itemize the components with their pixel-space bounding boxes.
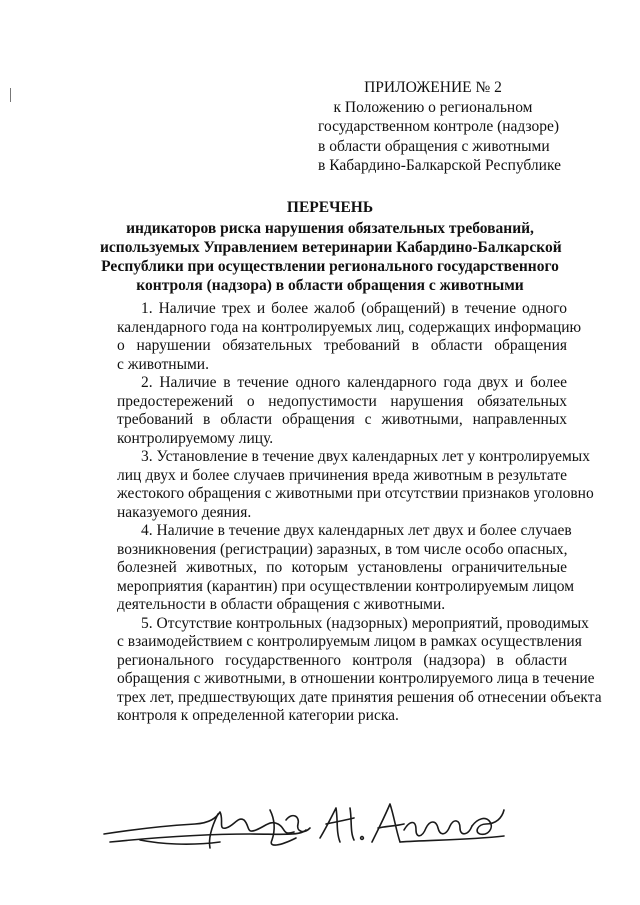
margin-mark xyxy=(10,88,11,102)
text-line: контроля к определенной категории риска. xyxy=(117,707,399,724)
list-item xyxy=(117,300,582,374)
text-line: с животными. xyxy=(117,355,209,373)
text-line: наказуемого деяния. xyxy=(117,503,252,521)
signature-stroke xyxy=(404,821,472,836)
text-line: трех лет, предшествующих дате принятия решения об отнесении объекта xyxy=(117,688,602,706)
title-line: индикаторов риска нарушения обязательных требований, xyxy=(126,220,534,237)
text-line: мероприятия (карантин) при осуществлении контролируемым лицом xyxy=(117,577,575,595)
text-line: деятельности в области обращения с животными. xyxy=(117,596,446,613)
signature-stroke xyxy=(320,808,340,842)
signature-stroke xyxy=(472,810,504,834)
signature-stroke xyxy=(140,840,220,844)
signature-stroke xyxy=(372,804,400,842)
text-line: болезней животных, по которым установлены ограничительные xyxy=(117,559,567,576)
text-line: регионального государственного контроля (надзора) в области xyxy=(117,651,567,669)
signature-stroke xyxy=(400,836,504,842)
signature-stroke xyxy=(350,808,354,840)
list-item xyxy=(117,614,602,726)
text-line: 1. Наличие трех и более жалоб (обращений) в течение одного xyxy=(141,300,567,317)
appendix-line: к Положению о региональном xyxy=(333,98,533,116)
appendix-number: ПРИЛОЖЕНИЕ № 2 xyxy=(364,79,502,96)
appendix-line: в области обращения с животными xyxy=(318,137,550,155)
text-line: о нарушении обязательных требований в области обращения xyxy=(117,337,567,354)
appendix-line: в Кабардино-Балкарской Республике xyxy=(318,157,561,174)
signature-dot xyxy=(361,837,364,840)
text-line: календарного года на контролируемых лиц, содержащих информацию xyxy=(117,318,582,336)
signature-stroke xyxy=(286,816,310,832)
document-title xyxy=(100,198,560,295)
text-line: предостережений о недопустимости нарушения обязательных xyxy=(117,392,567,410)
signature-stroke xyxy=(378,824,404,828)
text-line: требований в области обращения с животными, направленных xyxy=(117,411,567,428)
appendix-line: государственном контроле (надзоре) xyxy=(318,118,560,135)
indicator-list xyxy=(117,300,602,726)
appendix-header xyxy=(318,78,561,176)
text-line: обращения с животными, в отношении контролируемого лица в течение xyxy=(117,670,595,687)
text-line: с взаимодействием с контролируемым лицом в рамках осуществления xyxy=(117,633,582,650)
text-line: 4. Наличие в течение двух календарных лет двух и более случаев xyxy=(141,522,572,539)
title-line: контроля (надзора) в области обращения с животными xyxy=(136,277,524,294)
title-line: используемых Управлением ветеринарии Кабардино-Балкарской xyxy=(100,239,562,256)
text-line: возникновения (регистрации) заразных, в том числе особо опасных, xyxy=(117,540,568,558)
list-item xyxy=(117,448,594,522)
text-line: 5. Отсутствие контрольных (надзорных) мероприятий, проводимых xyxy=(141,614,589,632)
text-line: жестокого обращения с животными при отсутствии признаков уголовно xyxy=(117,485,594,502)
text-line: лиц двух и более случаев причинения вреда животным в результате xyxy=(117,466,567,484)
handwritten-signature xyxy=(100,790,510,875)
title-line: Республики при осуществлении регионального государственного xyxy=(101,258,559,275)
list-item xyxy=(117,522,575,615)
list-item xyxy=(117,374,567,448)
signature-stroke xyxy=(104,812,294,834)
title-main: ПЕРЕЧЕНЬ xyxy=(286,199,374,216)
text-line: 3. Установление в течение двух календарных лет у контролируемых xyxy=(141,448,590,465)
text-line: 2. Наличие в течение одного календарного года двух и более xyxy=(141,374,567,391)
text-line: контролируемому лицу. xyxy=(117,429,274,447)
